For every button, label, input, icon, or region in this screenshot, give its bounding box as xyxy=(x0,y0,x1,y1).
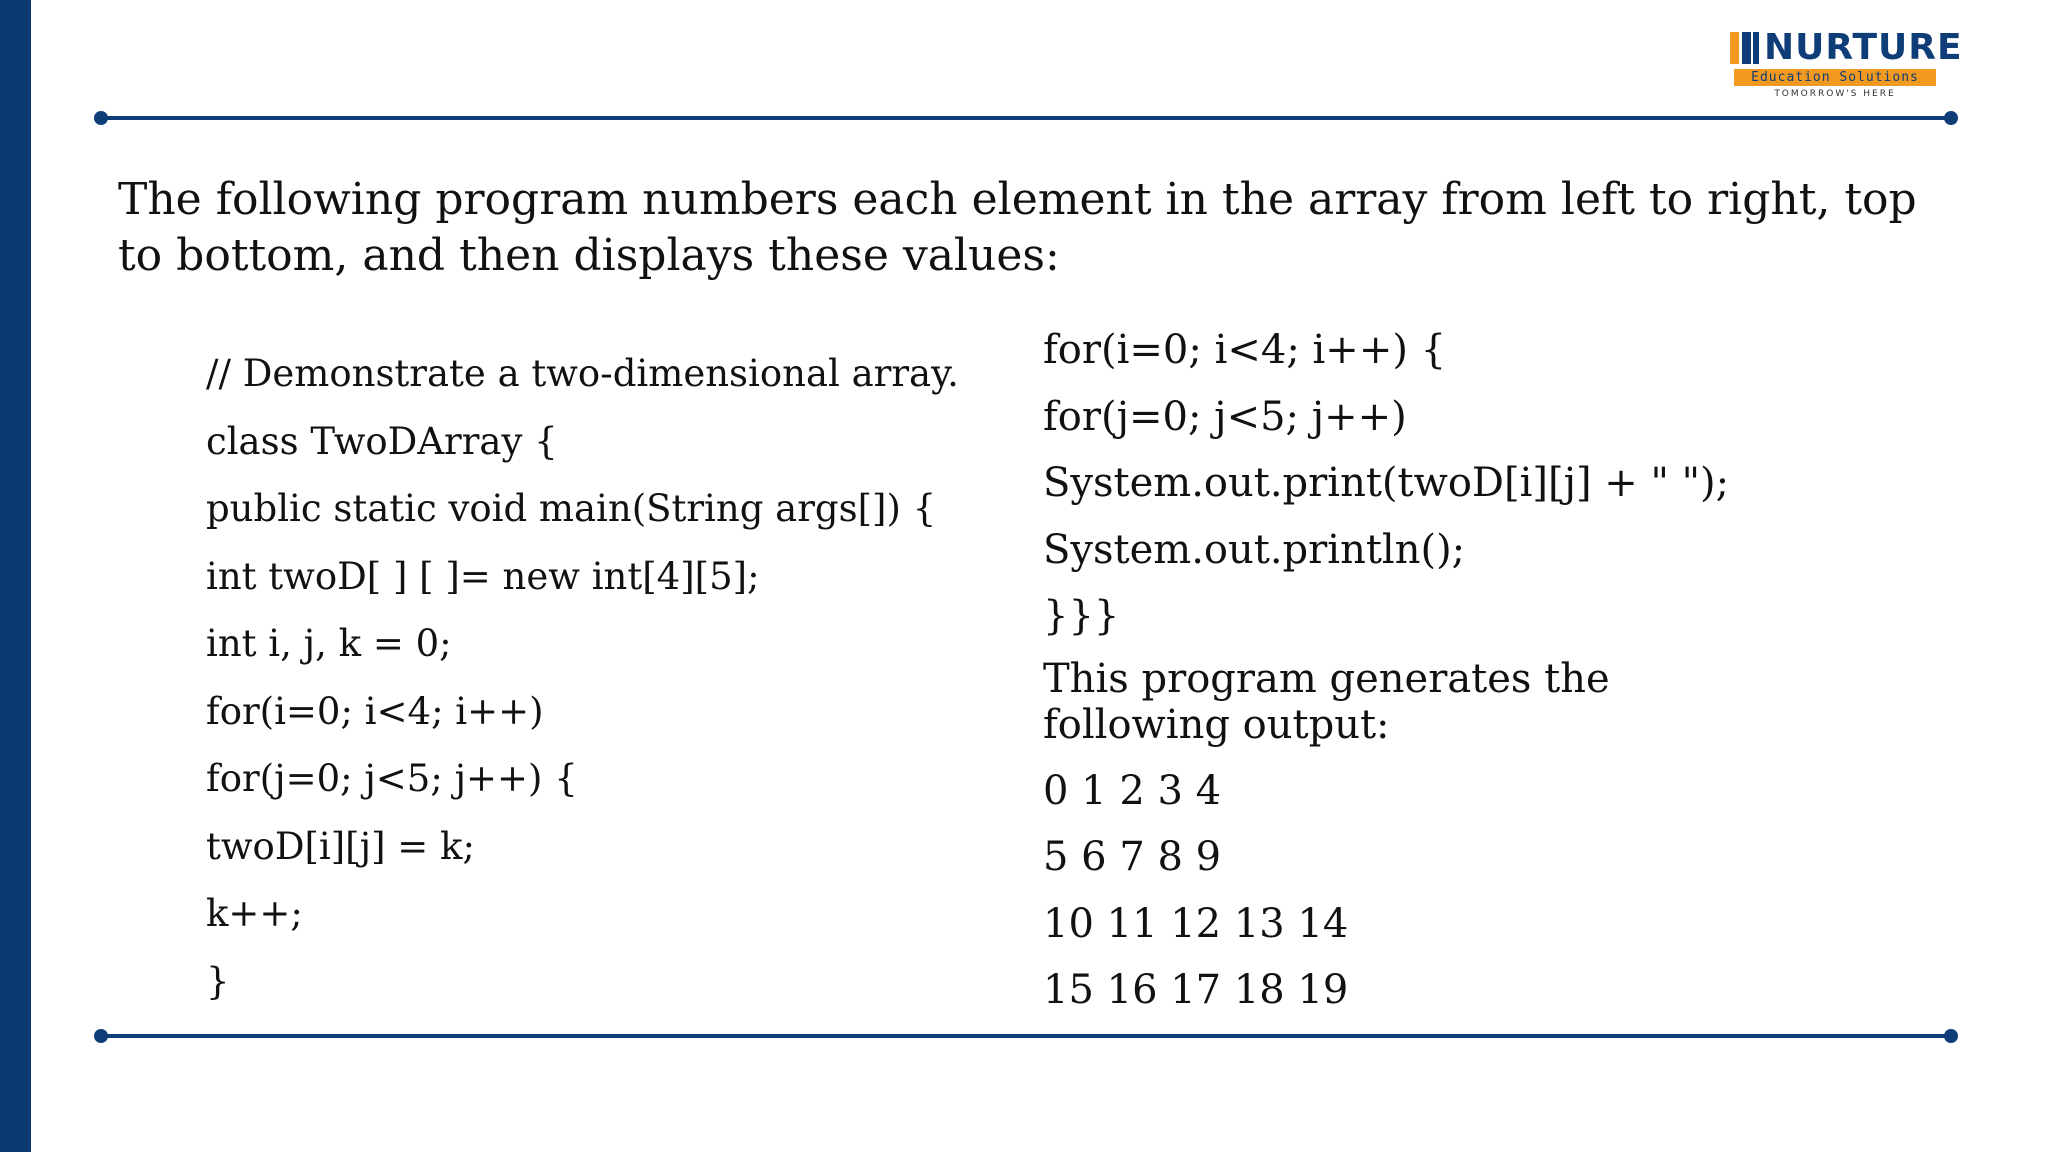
code-line: } xyxy=(206,959,230,1003)
code-line: public static void main(String args[]) { xyxy=(206,487,937,530)
output-caption-line: following output: xyxy=(1043,701,1390,748)
logo-mark-icon xyxy=(1730,32,1760,64)
left-accent-bar xyxy=(0,0,31,1152)
code-line: twoD[i][j] = k; xyxy=(206,824,475,868)
code-line: for(j=0; j<5; j++) xyxy=(1043,393,1407,440)
code-line: // Demonstrate a two-dimensional array. xyxy=(206,352,959,395)
code-block-right xyxy=(1043,317,1923,1024)
code-line: class TwoDArray { xyxy=(206,419,558,463)
output-caption-line: This program generates the xyxy=(1043,655,1610,702)
bottom-divider xyxy=(101,1034,1951,1038)
code-line: for(j=0; j<5; j++) { xyxy=(206,757,578,800)
output-line: 10 11 12 13 14 xyxy=(1043,900,1349,947)
code-line: for(i=0; i<4; i++) xyxy=(206,689,544,733)
nurture-logo xyxy=(1730,27,1963,104)
code-line: System.out.println(); xyxy=(1043,526,1466,573)
code-block-left xyxy=(206,340,1026,1015)
code-line: System.out.print(twoD[i][j] + " "); xyxy=(1043,460,1730,506)
output-line: 0 1 2 3 4 xyxy=(1043,767,1222,814)
output-line: 15 16 17 18 19 xyxy=(1043,967,1349,1013)
code-line: k++; xyxy=(206,892,303,935)
code-line: for(i=0; i<4; i++) { xyxy=(1043,327,1447,373)
output-line: 5 6 7 8 9 xyxy=(1043,834,1222,880)
logo-tagline: TOMORROW'S HERE xyxy=(1774,89,1896,99)
top-divider xyxy=(101,116,1951,120)
intro-text: The following program numbers each element in the array from left to right, top to bottom, and then displays these values: xyxy=(118,174,1917,281)
code-line: int twoD[ ] [ ]= new int[4][5]; xyxy=(206,554,760,598)
logo-subtitle: Education Solutions xyxy=(1734,69,1936,86)
code-line: int i, j, k = 0; xyxy=(206,622,452,665)
code-line: }}} xyxy=(1043,593,1120,639)
output-caption xyxy=(1043,656,1923,748)
logo-name: NURTURE xyxy=(1764,27,1963,68)
